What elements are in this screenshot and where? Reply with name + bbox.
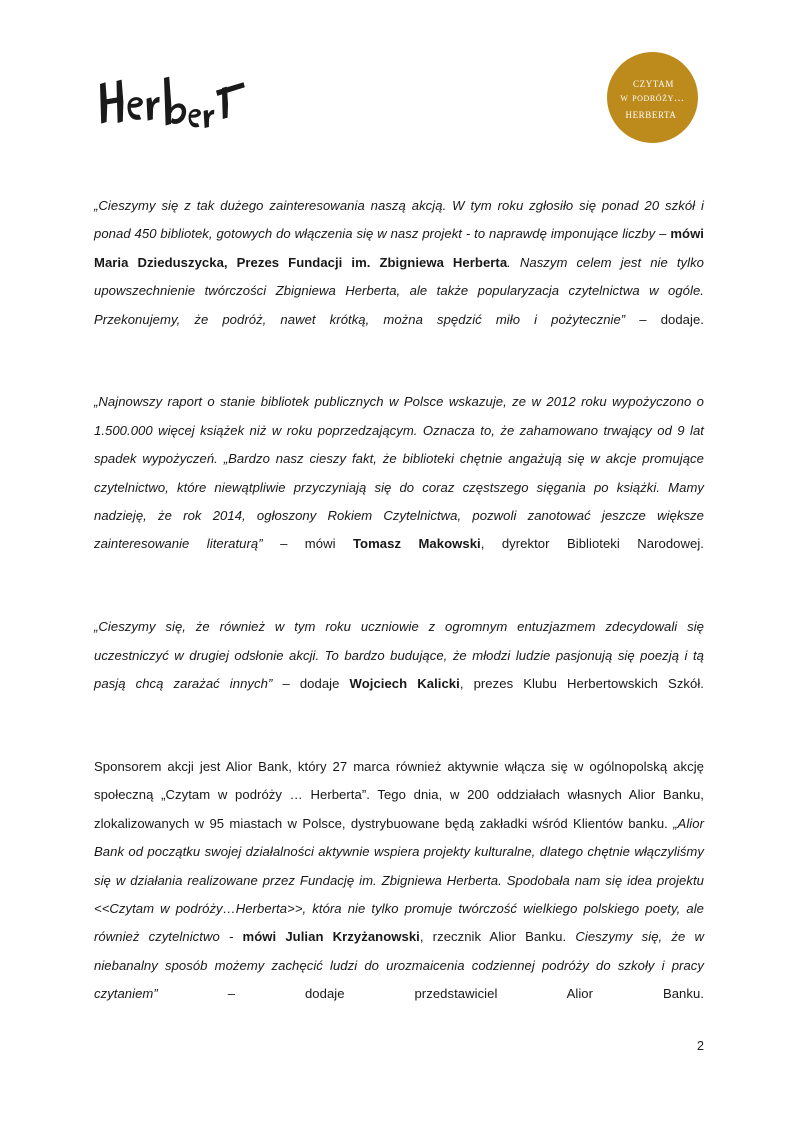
p3-says-label: – dodaje [282, 676, 350, 692]
document-body [94, 192, 704, 1037]
p4-quote-part-1: „Alior Bank od początku swojej działalności aktywnie wspiera projekty kulturalne, dlatego chętnie włączyliśmy się w działania realizowane przez Fundację im. Zbigniewa Herberta. Spodobała nam się idea projektu <<Czytam w podróży…Herberta>>, która nie tylko promuje twórczość wielkiego polskiego poety, ale również czytelnictwo - [94, 815, 704, 945]
p3-quote: „Cieszymy się, że również w tym roku uczniowie z ogromnym entuzjazmem zdecydowali się uczestniczyć w drugiej odsłonie akcji. To bardzo budujące, że młodzi ludzie pasjonują się poezją i tą pasją chcą zarażać innych” [94, 619, 704, 692]
p1-quote-part-1: „Cieszymy się z tak dużego zainteresowania naszą akcją. W tym roku zgłosiło się ponad 20 szkół i ponad 450 bibliotek, gotowych do włączenia się w nasz projekt - to naprawdę imponujące liczby – [94, 198, 704, 242]
p2-says-label: – mówi [280, 536, 353, 552]
p4-closing: – dodaje przedstawiciel Alior Banku. [227, 986, 705, 1002]
paragraph-4 [94, 753, 704, 1037]
p1-closing: dodaje. [660, 311, 704, 327]
p3-speaker-name: Wojciech Kalicki [349, 676, 460, 692]
logo-line-1: czytam [633, 76, 674, 91]
logo-line-3: herberta [625, 106, 677, 121]
paragraph-1 [94, 192, 704, 362]
p3-speaker-role: , prezes Klubu Herbertowskich Szkół. [459, 676, 704, 692]
herbert-signature-logo [96, 76, 246, 138]
paragraph-3 [94, 613, 704, 727]
p4-quote-part-2: Cieszymy się, że w niebanalny sposób możemy zachęcić ludzi do urozmaicenia codziennej podróży do szkoły i pracy czytaniem” [94, 929, 704, 1002]
logo-line-2: w podróży... [620, 91, 685, 105]
page-number: 2 [697, 1039, 704, 1053]
p1-quote-part-2: . Naszym celem jest nie tylko upowszechnienie twórczości Zbigniewa Herberta, ale także popularyzacja czytelnictwa w ogóle. Przekonujemy, że podróż, nawet krótką, można spędzić miło i pożytecznie” – [94, 254, 704, 327]
paragraph-2 [94, 388, 704, 587]
p2-speaker-name: Tomasz Makowski [352, 536, 481, 552]
p2-quote: „Najnowszy raport o stanie bibliotek publicznych w Polsce wskazuje, ze w 2012 roku wypożyczono o 1.500.000 więcej książek niż w roku poprzedzającym. Oznacza to, że zahamowano trwający od 9 lat spadek wypożyczeń. „Bardzo nasz cieszy fakt, że biblioteki chętnie angażują się w akcje promujące czytelnictwo, które niewątpliwie przyczyniają się do coraz częstszego sięgania po książki. Mamy nadzieję, że rok 2014, ogłoszony Rokiem Czytelnictwa, pozwoli zanotować jeszcze większe zainteresowanie literaturą” [94, 394, 704, 552]
p2-speaker-role: , dyrektor Biblioteki Narodowej. [480, 536, 704, 552]
p4-speaker-name: mówi Julian Krzyżanowski [242, 929, 420, 945]
p4-speaker-role: , rzecznik Alior Banku. [419, 929, 576, 945]
page-header [0, 0, 794, 175]
czytam-w-podrozy-herberta-logo [607, 52, 698, 143]
p4-intro: Sponsorem akcji jest Alior Bank, który 27 marca również aktywnie włącza się w ogólnopolską akcję społeczną „Czytam w podróży … Herberta”. Tego dnia, w 200 oddziałach własnych Alior Banku, zlokalizowanych w 95 miastach w Polsce, dystrybuowane będą zakładki wśród Klientów banku. [94, 758, 704, 831]
p1-attribution-bold: mówi Maria Dzieduszycka, Prezes Fundacji im. Zbigniewa Herberta [94, 226, 704, 270]
